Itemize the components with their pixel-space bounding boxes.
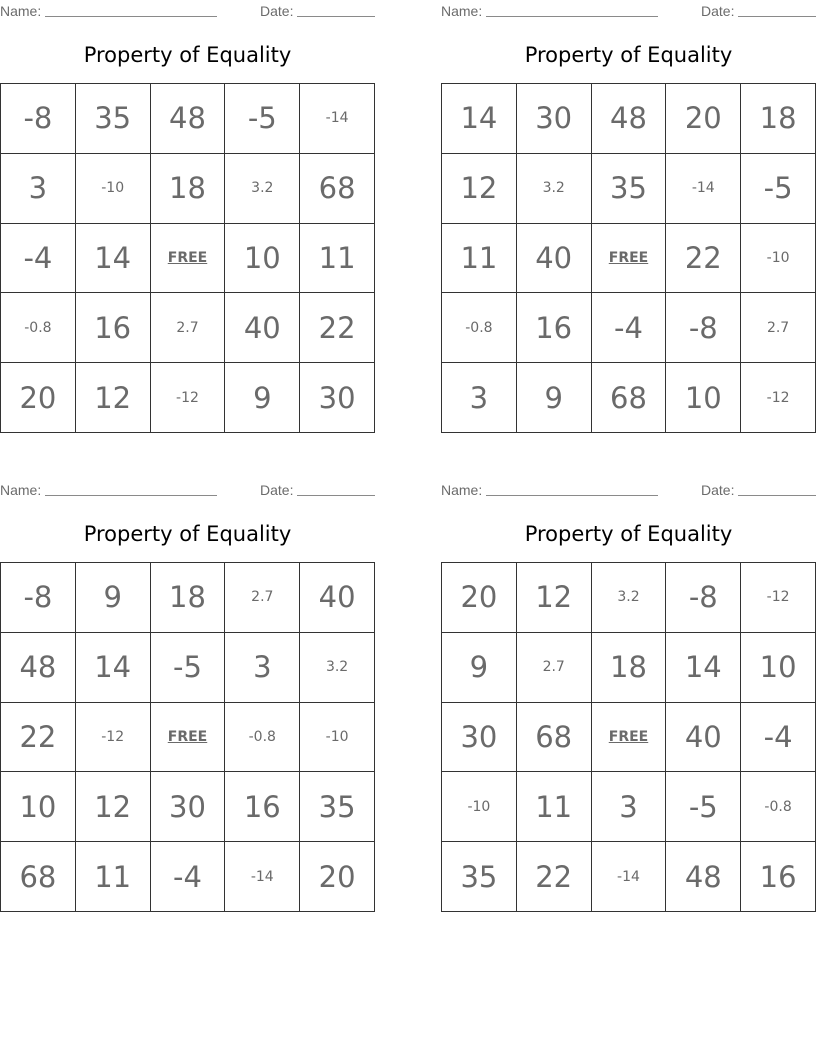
free-space-cell: FREE bbox=[592, 703, 667, 773]
bingo-cell: 16 bbox=[741, 842, 816, 912]
bingo-cell: 16 bbox=[225, 772, 300, 842]
bingo-cell: 9 bbox=[225, 363, 300, 433]
bingo-cell: 35 bbox=[300, 772, 375, 842]
bingo-cell: -14 bbox=[300, 84, 375, 154]
bingo-cell: -8 bbox=[1, 84, 76, 154]
bingo-cell: 30 bbox=[300, 363, 375, 433]
name-label: Name: bbox=[0, 3, 42, 19]
bingo-cell: -0.8 bbox=[741, 772, 816, 842]
bingo-cell: -10 bbox=[76, 154, 151, 224]
bingo-cell: 12 bbox=[517, 563, 592, 633]
bingo-card bbox=[441, 479, 816, 912]
bingo-cell: 20 bbox=[442, 563, 517, 633]
bingo-cell: 40 bbox=[300, 563, 375, 633]
date-blank-line bbox=[297, 495, 375, 496]
name-blank-line bbox=[486, 16, 658, 17]
bingo-cell: 30 bbox=[517, 84, 592, 154]
bingo-cell: 14 bbox=[666, 633, 741, 703]
date-blank-line bbox=[738, 16, 816, 17]
card-header-fields bbox=[0, 479, 375, 501]
bingo-cell: 22 bbox=[666, 224, 741, 294]
bingo-cell: -8 bbox=[666, 563, 741, 633]
free-space-cell: FREE bbox=[592, 224, 667, 294]
bingo-cell: -14 bbox=[592, 842, 667, 912]
bingo-cell: 3.2 bbox=[592, 563, 667, 633]
date-label: Date: bbox=[260, 3, 294, 19]
bingo-cell: 11 bbox=[442, 224, 517, 294]
bingo-cell: -10 bbox=[741, 224, 816, 294]
bingo-cell: -4 bbox=[592, 293, 667, 363]
bingo-cell: -8 bbox=[1, 563, 76, 633]
bingo-cell: 3.2 bbox=[517, 154, 592, 224]
bingo-cell: 2.7 bbox=[741, 293, 816, 363]
bingo-cell: 11 bbox=[300, 224, 375, 294]
bingo-cell: 11 bbox=[517, 772, 592, 842]
bingo-cell: 11 bbox=[76, 842, 151, 912]
bingo-cell: 40 bbox=[225, 293, 300, 363]
name-blank-line bbox=[45, 16, 217, 17]
name-label: Name: bbox=[0, 482, 42, 498]
bingo-cell: -0.8 bbox=[1, 293, 76, 363]
name-label: Name: bbox=[441, 482, 483, 498]
bingo-cell: 10 bbox=[666, 363, 741, 433]
bingo-cell: 10 bbox=[225, 224, 300, 294]
name-label: Name: bbox=[441, 3, 483, 19]
bingo-cell: 16 bbox=[76, 293, 151, 363]
bingo-cell: 12 bbox=[76, 772, 151, 842]
bingo-card bbox=[0, 0, 375, 433]
name-blank-line bbox=[486, 495, 658, 496]
bingo-cell: 9 bbox=[442, 633, 517, 703]
bingo-cell: 35 bbox=[76, 84, 151, 154]
bingo-cell: -8 bbox=[666, 293, 741, 363]
bingo-card bbox=[441, 0, 816, 433]
card-header-fields bbox=[441, 479, 816, 501]
bingo-cell: 48 bbox=[592, 84, 667, 154]
bingo-cell: 14 bbox=[442, 84, 517, 154]
bingo-cell: 12 bbox=[76, 363, 151, 433]
bingo-cell: -5 bbox=[741, 154, 816, 224]
bingo-cell: 20 bbox=[1, 363, 76, 433]
bingo-cell: -12 bbox=[741, 563, 816, 633]
bingo-cell: 30 bbox=[151, 772, 226, 842]
card-header-fields bbox=[0, 0, 375, 22]
bingo-cell: 48 bbox=[1, 633, 76, 703]
bingo-cell: 3 bbox=[442, 363, 517, 433]
bingo-cell: 18 bbox=[151, 563, 226, 633]
bingo-cell: 3.2 bbox=[225, 154, 300, 224]
bingo-cell: -14 bbox=[225, 842, 300, 912]
bingo-cell: -12 bbox=[76, 703, 151, 773]
bingo-cell: 35 bbox=[592, 154, 667, 224]
bingo-cell: -12 bbox=[151, 363, 226, 433]
bingo-cell: 20 bbox=[666, 84, 741, 154]
bingo-grid bbox=[0, 83, 375, 433]
bingo-cell: 68 bbox=[592, 363, 667, 433]
bingo-cell: 68 bbox=[300, 154, 375, 224]
bingo-grid bbox=[441, 562, 816, 912]
card-title: Property of Equality bbox=[83, 522, 292, 546]
bingo-cell: -4 bbox=[741, 703, 816, 773]
bingo-cell: 48 bbox=[151, 84, 226, 154]
bingo-cell: 18 bbox=[151, 154, 226, 224]
free-space-cell: FREE bbox=[151, 224, 226, 294]
bingo-cell: 3 bbox=[225, 633, 300, 703]
bingo-cell: 48 bbox=[666, 842, 741, 912]
bingo-cell: -0.8 bbox=[442, 293, 517, 363]
bingo-cell: -5 bbox=[151, 633, 226, 703]
date-label: Date: bbox=[701, 3, 735, 19]
bingo-cell: 22 bbox=[300, 293, 375, 363]
bingo-cell: -5 bbox=[666, 772, 741, 842]
bingo-cell: 40 bbox=[517, 224, 592, 294]
bingo-cell: 22 bbox=[517, 842, 592, 912]
bingo-cell: 22 bbox=[1, 703, 76, 773]
bingo-cell: -10 bbox=[300, 703, 375, 773]
bingo-cell: 2.7 bbox=[225, 563, 300, 633]
bingo-cell: -0.8 bbox=[225, 703, 300, 773]
bingo-grid bbox=[0, 562, 375, 912]
bingo-cell: -12 bbox=[741, 363, 816, 433]
bingo-cell: -10 bbox=[442, 772, 517, 842]
bingo-cell: 10 bbox=[1, 772, 76, 842]
bingo-cell: 68 bbox=[1, 842, 76, 912]
bingo-cell: 35 bbox=[442, 842, 517, 912]
bingo-cell: 30 bbox=[442, 703, 517, 773]
bingo-cell: 14 bbox=[76, 633, 151, 703]
bingo-card bbox=[0, 479, 375, 912]
bingo-cell: 18 bbox=[741, 84, 816, 154]
free-space-cell: FREE bbox=[151, 703, 226, 773]
date-label: Date: bbox=[701, 482, 735, 498]
card-header-fields bbox=[441, 0, 816, 22]
name-blank-line bbox=[45, 495, 217, 496]
bingo-cell: 18 bbox=[592, 633, 667, 703]
date-label: Date: bbox=[260, 482, 294, 498]
bingo-cell: -14 bbox=[666, 154, 741, 224]
card-title: Property of Equality bbox=[83, 43, 292, 67]
bingo-cell: 3 bbox=[592, 772, 667, 842]
bingo-cell: 12 bbox=[442, 154, 517, 224]
bingo-cell: 40 bbox=[666, 703, 741, 773]
date-blank-line bbox=[297, 16, 375, 17]
bingo-cell: 2.7 bbox=[151, 293, 226, 363]
card-title: Property of Equality bbox=[524, 522, 733, 546]
bingo-cell: 20 bbox=[300, 842, 375, 912]
bingo-cell: 2.7 bbox=[517, 633, 592, 703]
bingo-cell: 9 bbox=[517, 363, 592, 433]
date-blank-line bbox=[738, 495, 816, 496]
bingo-cell: -4 bbox=[151, 842, 226, 912]
bingo-cell: 68 bbox=[517, 703, 592, 773]
bingo-cell: 3 bbox=[1, 154, 76, 224]
bingo-cell: 14 bbox=[76, 224, 151, 294]
bingo-cell: 9 bbox=[76, 563, 151, 633]
bingo-cell: 16 bbox=[517, 293, 592, 363]
bingo-cell: 3.2 bbox=[300, 633, 375, 703]
bingo-cell: 10 bbox=[741, 633, 816, 703]
bingo-cell: -4 bbox=[1, 224, 76, 294]
bingo-cell: -5 bbox=[225, 84, 300, 154]
card-title: Property of Equality bbox=[524, 43, 733, 67]
bingo-grid bbox=[441, 83, 816, 433]
